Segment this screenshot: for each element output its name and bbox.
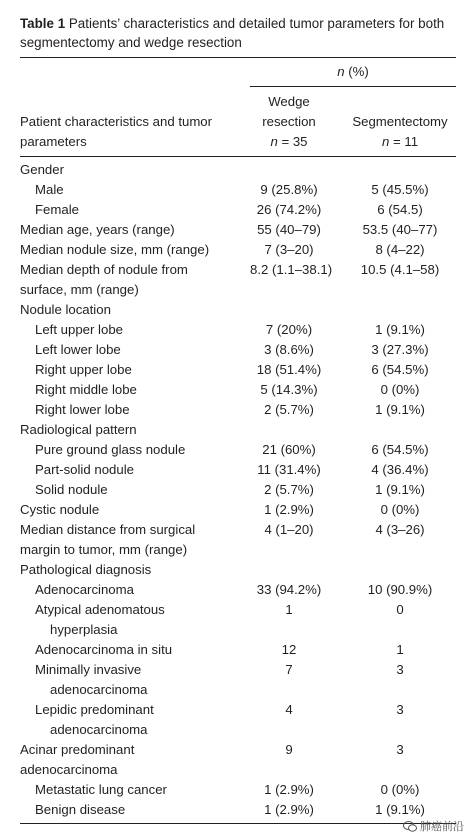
- row-label: margin to tumor, mm (range): [20, 542, 188, 557]
- row-label: Gender: [20, 162, 64, 177]
- segment-value: 6 (54.5%): [371, 442, 429, 457]
- wedge-value: 11 (31.4%): [257, 462, 321, 477]
- wedge-value: 7 (20%): [265, 322, 313, 337]
- wedge-value: 2 (5.7%): [264, 402, 314, 417]
- segment-value: 3: [396, 662, 404, 677]
- wedge-value: 33 (94.2%): [256, 582, 322, 597]
- wechat-icon: [403, 821, 417, 832]
- row-label: Median nodule size, mm (range): [20, 242, 210, 257]
- wedge-value: 1 (2.9%): [264, 802, 314, 817]
- wedge-value: 5 (14.3%): [260, 382, 318, 397]
- col1-header-n: n = 35: [270, 134, 308, 149]
- wedge-value: 26 (74.2%): [256, 202, 322, 217]
- table-caption: [20, 14, 460, 52]
- segment-value: 0 (0%): [380, 502, 420, 517]
- wedge-value: 8.2 (1.1–38.1): [250, 262, 333, 277]
- row-label: Benign disease: [35, 802, 126, 817]
- wedge-value: 1 (2.9%): [264, 502, 314, 517]
- segment-value: 8 (4–22): [375, 242, 425, 257]
- row-label: Right upper lobe: [35, 362, 132, 377]
- segment-value: 1: [396, 642, 404, 657]
- row-label: Male: [35, 182, 64, 197]
- row-label: Female: [35, 202, 79, 217]
- row-label: adenocarcinoma: [20, 762, 118, 777]
- segment-value: 4 (3–26): [375, 522, 425, 537]
- row-label: Nodule location: [20, 302, 111, 317]
- wedge-value: 1: [285, 602, 293, 617]
- wedge-value: 18 (51.4%): [256, 362, 322, 377]
- segment-value: 6 (54.5): [377, 202, 423, 217]
- table-label: Table 1: [20, 16, 66, 31]
- row-label: Pure ground glass nodule: [35, 442, 186, 457]
- segment-value: 10.5 (4.1–58): [360, 262, 440, 277]
- segment-value: 1 (9.1%): [375, 482, 425, 497]
- row-label: Left lower lobe: [35, 342, 121, 357]
- row-label: Right lower lobe: [35, 402, 130, 417]
- bottom-rule: [20, 823, 456, 824]
- col2-header-n: n = 11: [381, 134, 419, 149]
- row-label: Pathological diagnosis: [20, 562, 152, 577]
- segment-value: 3: [396, 702, 404, 717]
- row-label: Atypical adenomatous: [35, 602, 165, 617]
- row-label: Adenocarcinoma: [35, 582, 134, 597]
- wedge-value: 4 (1–20): [264, 522, 314, 537]
- row-label: Median distance from surgical: [20, 522, 196, 537]
- segment-value: 0: [396, 602, 404, 617]
- segment-value: 5 (45.5%): [371, 182, 429, 197]
- row-label: Minimally invasive: [35, 662, 142, 677]
- col1-header-line1: Wedge: [268, 94, 310, 109]
- segment-value: 1 (9.1%): [375, 402, 425, 417]
- wedge-value: 7 (3–20): [264, 242, 314, 257]
- col2-header-line1: Segmentectomy: [352, 114, 448, 129]
- watermark-text: 肺癌前沿: [420, 821, 464, 833]
- wedge-value: 3 (8.6%): [264, 342, 314, 357]
- row-label: Cystic nodule: [20, 502, 100, 517]
- row-label: Right middle lobe: [35, 382, 137, 397]
- row-label: Acinar predominant: [20, 742, 135, 757]
- wedge-value: 1 (2.9%): [264, 782, 314, 797]
- row-label: adenocarcinoma: [50, 682, 148, 697]
- segment-value: 3: [396, 742, 404, 757]
- row-label: Adenocarcinoma in situ: [35, 642, 173, 657]
- row-label: Lepidic predominant: [35, 702, 154, 717]
- row-label: Radiological pattern: [20, 422, 137, 437]
- wedge-value: 7: [285, 662, 293, 677]
- caption-text: Patients’ characteristics and detailed tumor parameters for both segmentectomy and wedge resection: [20, 16, 445, 50]
- segment-value: 10 (90.9%): [367, 582, 433, 597]
- group-rule: [250, 86, 456, 87]
- watermark: [403, 818, 464, 834]
- segment-value: 6 (54.5%): [371, 362, 429, 377]
- segment-value: 53.5 (40–77): [362, 222, 438, 237]
- wedge-value: 2 (5.7%): [264, 482, 314, 497]
- wedge-value: 9: [285, 742, 293, 757]
- row-label: hyperplasia: [50, 622, 118, 637]
- segment-value: 4 (36.4%): [371, 462, 429, 477]
- row-label: Solid nodule: [35, 482, 108, 497]
- row-label: Part-solid nodule: [35, 462, 134, 477]
- segment-value: 1 (9.1%): [375, 322, 425, 337]
- wedge-value: 9 (25.8%): [260, 182, 318, 197]
- col1-header-line2: resection: [262, 114, 316, 129]
- group-header: n (%): [337, 64, 369, 79]
- segment-value: 1 (9.1%): [375, 802, 425, 817]
- row-label: Median depth of nodule from: [20, 262, 188, 277]
- row-label: surface, mm (range): [20, 282, 139, 297]
- row-label: Metastatic lung cancer: [35, 782, 167, 797]
- header-rule: [20, 156, 456, 157]
- segment-value: 0 (0%): [380, 382, 420, 397]
- wedge-value: 21 (60%): [262, 442, 316, 457]
- row-header-line1: Patient characteristics and tumor: [20, 114, 213, 129]
- row-header-line2: parameters: [20, 134, 87, 149]
- row-label: adenocarcinoma: [50, 722, 148, 737]
- segment-value: 0 (0%): [380, 782, 420, 797]
- row-label: Left upper lobe: [35, 322, 123, 337]
- row-label: Median age, years (range): [20, 222, 175, 237]
- wedge-value: 55 (40–79): [257, 222, 321, 237]
- segment-value: 3 (27.3%): [371, 342, 429, 357]
- wedge-value: 4: [285, 702, 293, 717]
- wedge-value: 12: [281, 642, 297, 657]
- top-rule: [20, 57, 456, 58]
